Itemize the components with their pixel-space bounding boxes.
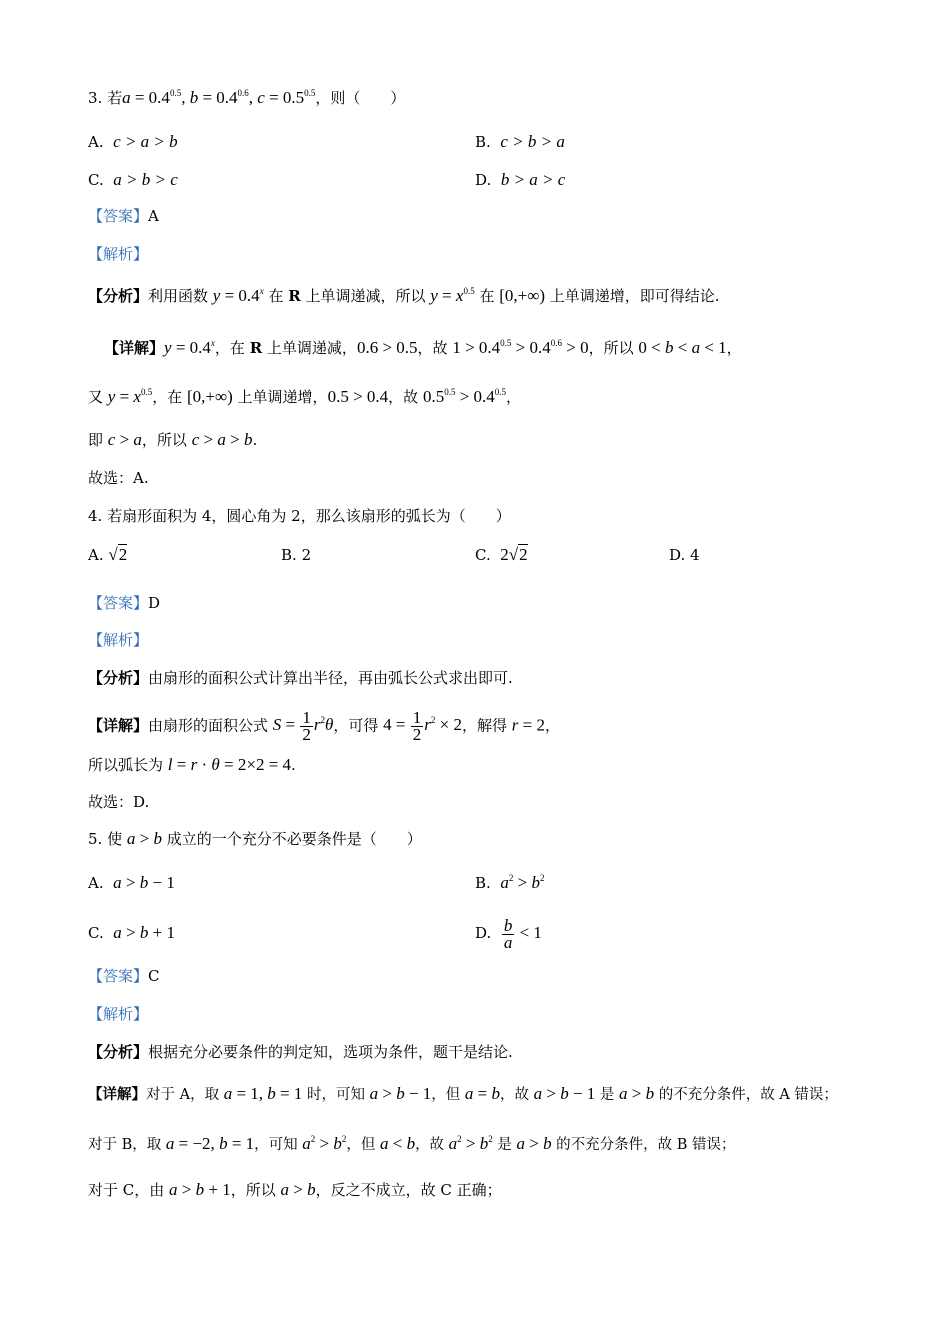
q4-answer: 【答案】D — [88, 594, 161, 612]
q3-stem: 3. 若$a = 0.4^{0.5}$, $b = 0.4^{0.6}$, $c = 0.5^{0.5}$，则（ ） — [88, 88, 406, 107]
q5-option-b: B. $a^2 > b^2$ — [475, 873, 545, 892]
q5-detail-1: 【详解】对于 A，取 a = 1, b = 1 时，可知 a > b − 1，但 a = b，故 a > b − 1 是 a > b 的不充分条件，故 A 错误； — [88, 1084, 838, 1103]
q4-fenxi: 【分析】由扇形的面积公式计算出半径，再由弧长公式求出即可. — [88, 669, 513, 687]
q4-option-d: D. 4 — [669, 546, 700, 564]
q3-option-c: C. a > b > c — [88, 170, 178, 189]
q5-option-c: C. a > b + 1 — [88, 923, 175, 942]
q3-detail-1: 【详解】$y = 0.4^x$，在 R 上单调递减，0.6 > 0.5，故 $1 > 0.4^{0.5} > 0.4^{0.6} > 0$，所以 0 < b < a < 1， — [104, 338, 742, 357]
q3-choose: 故选：A. — [88, 469, 149, 487]
q4-option-b: B. 2 — [281, 546, 312, 564]
q5-detail-3: 对于 C，由 a > b + 1，所以 a > b，反之不成立，故 C 正确； — [88, 1180, 502, 1199]
q3-fenxi: 【分析】利用函数 $y = 0.4^x$ 在 R 上单调递减，所以 $y = x^{0.5}$ 在 [0,+∞) 上单调递增，即可得结论. — [88, 286, 720, 305]
q3-detail-2: 又 $y = x^{0.5}$，在 [0,+∞) 上单调递增，0.5 > 0.4，故 $0.5^{0.5} > 0.4^{0.5}$， — [88, 387, 522, 406]
q5-fenxi: 【分析】根据充分必要条件的判定知，选项为条件，题干是结论. — [88, 1043, 513, 1061]
q3-detail-3: 即 c > a，所以 c > a > b. — [88, 430, 258, 449]
q3-analysis-tag: 【解析】 — [88, 245, 149, 263]
q5-option-d: D. $\frac{b}{a}$ < 1 — [475, 915, 542, 952]
q3-answer: 【答案】A — [88, 207, 159, 225]
q5-option-a: A. a > b − 1 — [88, 873, 175, 892]
q4-option-a: A. √2 — [88, 545, 128, 564]
q4-detail-1: 【详解】由扇形的面积公式 S = $\frac{1}{2}$ $r^2\theta$，可得 4 = $\frac{1}{2}$ $r^2 \times 2$，解得 r = 2， — [88, 708, 560, 744]
q4-detail-2: 所以弧长为 l = r · θ = 2×2 = 4. — [88, 755, 296, 774]
q3-option-b: B. c > b > a — [475, 132, 565, 151]
q3-option-a: A. c > a > b — [88, 132, 178, 151]
q4-choose: 故选：D. — [88, 793, 150, 811]
q5-answer: 【答案】C — [88, 967, 160, 985]
q4-option-c: C. 2√2 — [475, 545, 528, 564]
q4-analysis-tag: 【解析】 — [88, 631, 149, 649]
q4-stem: 4. 若扇形面积为 4，圆心角为 2，那么该扇形的弧长为（ ） — [88, 507, 511, 525]
q5-analysis-tag: 【解析】 — [88, 1005, 149, 1023]
q5-stem: 5. 使 a > b 成立的一个充分不必要条件是（ ） — [88, 829, 422, 848]
q5-detail-2: 对于 B，取 a = −2, b = 1，可知 $a^2 > b^2$，但 a < b，故 $a^2 > b^2$ 是 a > b 的不充分条件，故 B 错误； — [88, 1134, 736, 1153]
q3-option-d: D. b > a > c — [475, 170, 566, 189]
